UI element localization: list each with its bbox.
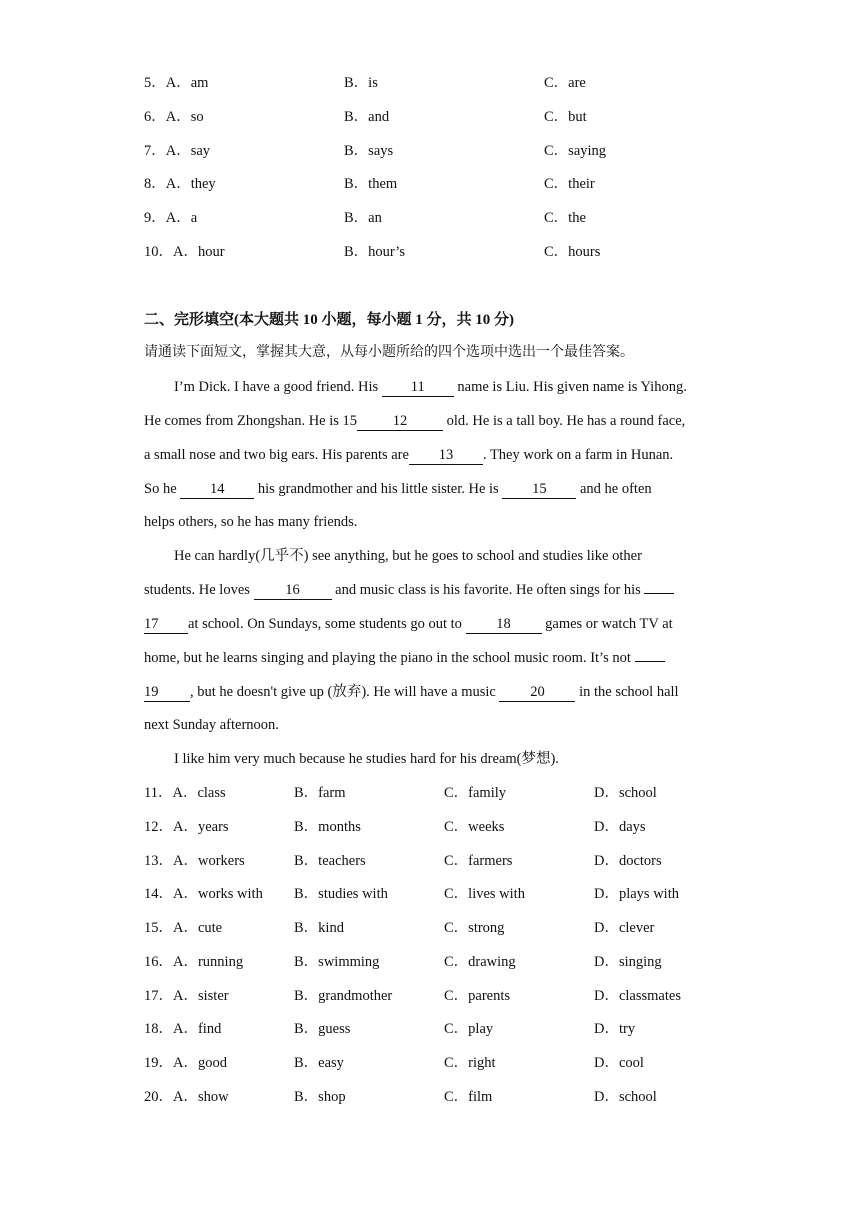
option-d: D．days <box>594 819 646 835</box>
option-b: B．grandmother <box>294 988 393 1004</box>
option-b: B．an <box>344 210 382 226</box>
blank-17-start <box>644 593 674 594</box>
option-b: B．studies with <box>294 886 388 902</box>
option-a: 18．A．find <box>144 1021 222 1037</box>
option-a: 9．A．a <box>144 210 198 226</box>
option-b: B．months <box>294 819 361 835</box>
option-b: B．is <box>344 75 378 91</box>
option-b: B．easy <box>294 1055 344 1071</box>
passage-line: students. He loves 16 and music class is his favorite. He often sings for his <box>144 579 674 601</box>
option-a: 19．A．good <box>144 1055 227 1071</box>
option-d: D．classmates <box>594 988 681 1004</box>
passage-line: He comes from Zhongshan. He is 15 12 old. He is a tall boy. He has a round face, <box>144 413 686 429</box>
option-b: B．says <box>344 143 394 159</box>
passage-line: helps others, so he has many friends. <box>144 514 358 530</box>
section-instruction: 请通读下面短文，掌握其大意，从每小题所给的四个选项中选出一个最佳答案。 <box>144 345 634 360</box>
option-a: 8．A．they <box>144 176 216 192</box>
blank-16: 16 <box>254 581 332 600</box>
passage-line: a small nose and two big ears. His parents are 13 . They work on a farm in Hunan. <box>144 447 674 463</box>
option-d: D．school <box>594 1089 657 1105</box>
option-a: 16．A．running <box>144 954 244 970</box>
section-heading: 二、完形填空(本大题共 10 小题，每小题 1 分，共 10 分) <box>144 312 514 328</box>
option-c: C．drawing <box>444 954 516 970</box>
option-c: C．strong <box>444 920 505 936</box>
option-a: 6．A．so <box>144 109 204 125</box>
option-a: 14．A．works with <box>144 886 263 902</box>
option-c: C．film <box>444 1089 493 1105</box>
option-a: 17．A．sister <box>144 988 229 1004</box>
option-b: B．guess <box>294 1021 351 1037</box>
option-b: B．hour’s <box>344 244 405 260</box>
option-a: 12．A．years <box>144 819 229 835</box>
blank-18: 18 <box>466 615 542 634</box>
option-a: 13．A．workers <box>144 853 245 869</box>
option-a: 5．A．am <box>144 75 209 91</box>
passage-line: 19 , but he doesn't give up (放弃). He will have a music 20 in the school hall <box>144 684 679 700</box>
option-b: B．swimming <box>294 954 380 970</box>
option-a: 11．A．class <box>144 785 226 801</box>
blank-19: 19 <box>144 683 190 702</box>
option-c: C．saying <box>544 143 607 159</box>
option-b: B．them <box>344 176 398 192</box>
passage-line: He can hardly(几乎不) see anything, but he goes to school and studies like other <box>174 548 642 564</box>
option-c: C．but <box>544 109 587 125</box>
option-c: C．lives with <box>444 886 525 902</box>
blank-19-start <box>635 661 665 662</box>
option-c: C．their <box>544 176 595 192</box>
option-d: D．doctors <box>594 853 662 869</box>
option-d: D．singing <box>594 954 662 970</box>
option-c: C．right <box>444 1055 496 1071</box>
option-c: C．are <box>544 75 586 91</box>
passage-line: I’m Dick. I have a good friend. His 11 name is Liu. His given name is Yihong. <box>174 379 687 395</box>
blank-11: 11 <box>382 378 454 397</box>
passage-line: next Sunday afternoon. <box>144 717 279 733</box>
option-a: 7．A．say <box>144 143 211 159</box>
option-a: 15．A．cute <box>144 920 223 936</box>
option-a: 20．A．show <box>144 1089 229 1105</box>
passage-line: I like him very much because he studies hard for his dream(梦想). <box>174 751 559 767</box>
option-c: C．family <box>444 785 507 801</box>
passage-line: 17 at school. On Sundays, some students go out to 18 games or watch TV at <box>144 616 673 632</box>
passage-line: home, but he learns singing and playing the piano in the school music room. It’s not <box>144 647 665 669</box>
option-d: D．school <box>594 785 657 801</box>
option-d: D．try <box>594 1021 636 1037</box>
option-d: D．cool <box>594 1055 644 1071</box>
option-b: B．shop <box>294 1089 346 1105</box>
option-a: 10．A．hour <box>144 244 225 260</box>
blank-20: 20 <box>499 683 575 702</box>
option-d: D．clever <box>594 920 655 936</box>
passage-line: So he 14 his grandmother and his little sister. He is 15 and he often <box>144 481 652 497</box>
blank-12: 12 <box>357 412 443 431</box>
option-b: B．kind <box>294 920 344 936</box>
option-b: B．and <box>344 109 390 125</box>
option-b: B．teachers <box>294 853 366 869</box>
blank-15: 15 <box>502 480 576 499</box>
option-c: C．the <box>544 210 586 226</box>
blank-13: 13 <box>409 446 483 465</box>
option-d: D．plays with <box>594 886 679 902</box>
option-b: B．farm <box>294 785 346 801</box>
option-c: C．parents <box>444 988 511 1004</box>
option-c: C．hours <box>544 244 601 260</box>
option-c: C．play <box>444 1021 494 1037</box>
option-c: C．farmers <box>444 853 513 869</box>
option-c: C．weeks <box>444 819 505 835</box>
blank-17: 17 <box>144 615 188 634</box>
blank-14: 14 <box>180 480 254 499</box>
